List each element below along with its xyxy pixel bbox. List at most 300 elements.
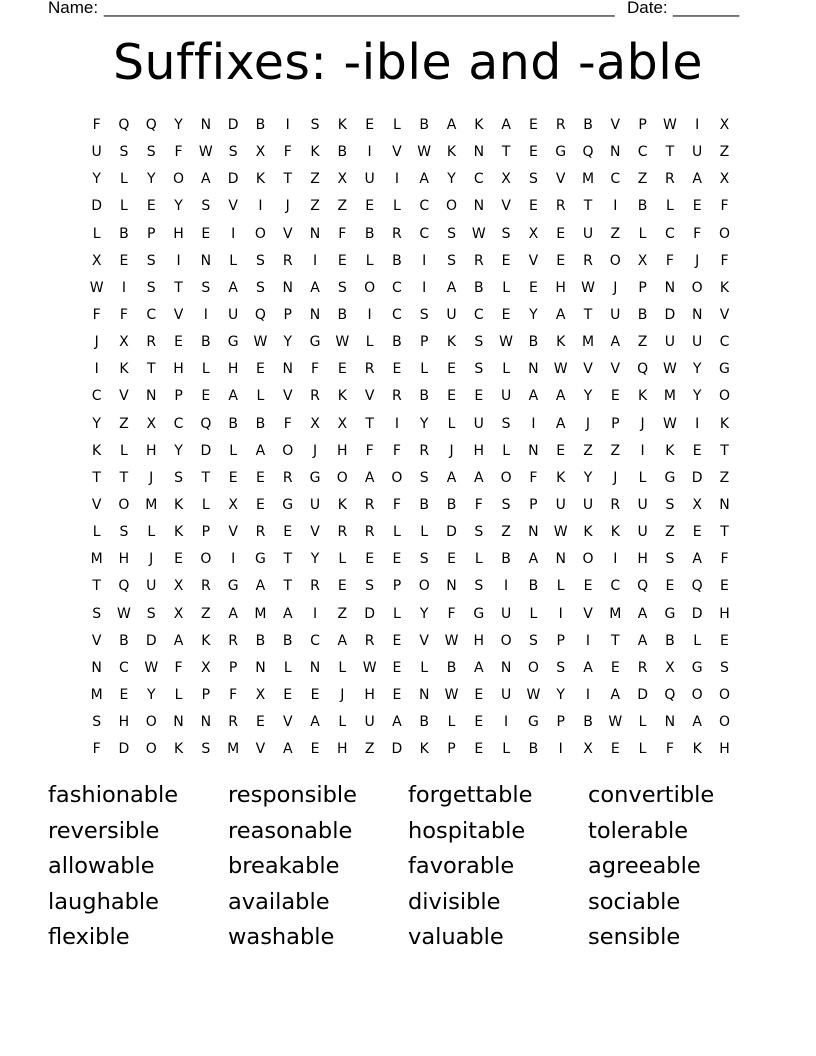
grid-letter[interactable]: T [146,361,156,378]
grid-letter[interactable]: E [337,252,347,269]
grid-letter[interactable]: A [555,388,566,405]
grid-letter[interactable]: S [146,252,156,269]
grid-letter[interactable]: C [664,225,675,242]
grid-letter[interactable]: T [201,469,211,486]
grid-letter[interactable]: F [229,686,238,703]
grid-letter[interactable]: O [364,279,376,296]
grid-letter[interactable]: L [502,741,510,758]
grid-letter[interactable]: E [201,388,211,405]
grid-letter[interactable]: I [613,551,618,568]
grid-letter[interactable]: H [173,361,184,378]
grid-letter[interactable]: H [364,686,375,703]
grid-letter[interactable]: I [504,714,509,731]
grid-letter[interactable]: L [229,442,238,459]
grid-letter[interactable]: L [502,279,510,296]
grid-letter[interactable]: I [640,442,645,459]
grid-letter[interactable]: B [528,578,539,595]
grid-letter[interactable]: I [312,252,318,269]
grid-letter[interactable]: A [282,605,293,622]
grid-letter[interactable]: D [691,469,703,486]
grid-letter[interactable]: K [665,442,675,459]
grid-letter[interactable]: B [501,551,511,568]
grid-letter[interactable]: U [364,171,375,188]
grid-letter[interactable]: M [90,551,103,568]
grid-letter[interactable]: B [392,334,402,351]
grid-letter[interactable]: D [691,605,703,622]
grid-letter[interactable]: L [638,714,647,731]
grid-letter[interactable]: C [473,306,484,323]
grid-letter[interactable]: V [419,632,429,649]
grid-letter[interactable]: Q [637,578,649,595]
grid-letter[interactable]: O [145,741,157,758]
grid-letter[interactable]: P [283,306,292,323]
grid-letter[interactable]: L [638,469,647,486]
grid-letter[interactable]: K [419,741,429,758]
grid-letter[interactable]: O [718,388,730,405]
grid-letter[interactable]: B [337,144,348,161]
grid-letter[interactable]: V [173,306,184,323]
grid-letter[interactable]: U [664,334,675,351]
grid-letter[interactable]: T [583,198,593,215]
grid-letter[interactable]: S [419,551,429,568]
grid-letter[interactable]: C [719,334,730,351]
grid-letter[interactable]: E [556,225,566,242]
grid-letter[interactable]: W [444,686,459,703]
grid-letter[interactable]: F [447,605,456,622]
grid-letter[interactable]: M [227,741,240,758]
grid-letter[interactable]: N [91,659,102,676]
grid-letter[interactable]: L [638,741,647,758]
grid-letter[interactable]: B [637,306,648,323]
grid-letter[interactable]: Z [337,198,348,215]
grid-letter[interactable]: Z [610,442,621,459]
grid-letter[interactable]: K [337,117,347,133]
grid-letter[interactable]: E [692,442,702,459]
grid-letter[interactable]: Z [337,605,348,622]
grid-letter[interactable]: B [419,714,430,731]
grid-letter[interactable]: N [528,361,539,378]
grid-letter[interactable]: I [258,198,263,215]
grid-letter[interactable]: C [392,306,402,323]
grid-letter[interactable]: F [92,741,101,758]
grid-letter[interactable]: J [94,334,99,351]
grid-letter[interactable]: N [200,117,212,133]
grid-letter[interactable]: O [118,496,130,513]
grid-letter[interactable]: K [719,279,730,296]
grid-letter[interactable]: S [474,524,484,541]
grid-letter[interactable]: I [504,578,509,595]
grid-letter[interactable]: Y [92,415,101,432]
grid-letter[interactable]: I [613,198,618,215]
grid-letter[interactable]: V [255,741,266,758]
grid-letter[interactable]: W [608,714,623,731]
grid-letter[interactable]: S [228,144,238,161]
grid-letter[interactable]: V [228,198,238,215]
grid-letter[interactable]: J [613,469,618,486]
grid-letter[interactable]: S [474,361,484,378]
grid-letter[interactable]: L [147,524,156,541]
grid-letter[interactable]: I [585,632,591,649]
grid-letter[interactable]: N [418,686,430,703]
grid-letter[interactable]: Q [200,415,212,432]
grid-letter[interactable]: E [365,198,375,215]
grid-letter[interactable]: F [119,306,128,323]
grid-letter[interactable]: W [144,659,159,676]
grid-letter[interactable]: A [528,551,539,568]
grid-letter[interactable]: V [610,117,621,133]
grid-letter[interactable]: P [228,659,238,676]
grid-letter[interactable]: S [501,225,511,242]
grid-letter[interactable]: L [201,496,210,513]
grid-letter[interactable]: V [610,361,621,378]
grid-letter[interactable]: V [719,306,730,323]
grid-letter[interactable]: B [201,334,211,351]
grid-letter[interactable]: M [254,605,267,622]
grid-letter[interactable]: L [229,252,238,269]
grid-letter[interactable]: T [283,171,292,188]
grid-letter[interactable]: X [255,144,266,161]
grid-letter[interactable]: S [556,659,566,676]
grid-letter[interactable]: D [227,117,239,133]
grid-letter[interactable]: X [719,171,730,188]
grid-letter[interactable]: S [201,279,211,296]
grid-letter[interactable]: H [473,632,485,649]
grid-letter[interactable]: M [609,605,622,622]
grid-letter[interactable]: G [555,144,567,161]
grid-letter[interactable]: E [474,714,484,731]
grid-letter[interactable]: O [418,578,430,595]
grid-letter[interactable]: B [255,415,266,432]
name-field-line[interactable]: ______________________________________________________ [104,0,615,17]
grid-letter[interactable]: B [419,117,430,133]
grid-letter[interactable]: A [282,741,293,758]
grid-letter[interactable]: K [474,117,484,133]
grid-letter[interactable]: O [500,469,512,486]
grid-letter[interactable]: S [119,144,129,161]
grid-letter[interactable]: S [201,741,211,758]
grid-letter[interactable]: N [146,388,157,405]
grid-letter[interactable]: H [118,551,130,568]
grid-letter[interactable]: L [92,524,101,541]
grid-letter[interactable]: N [255,659,266,676]
grid-letter[interactable]: P [611,415,620,432]
grid-letter[interactable]: X [337,415,348,432]
grid-letter[interactable]: L [502,442,510,459]
grid-letter[interactable]: Y [556,686,565,703]
grid-letter[interactable]: S [365,578,375,595]
grid-letter[interactable]: K [637,388,648,405]
grid-letter[interactable]: B [528,334,539,351]
grid-letter[interactable]: B [228,415,238,432]
grid-letter[interactable]: K [446,144,457,161]
grid-letter[interactable]: L [283,659,292,676]
grid-letter[interactable]: A [364,469,375,486]
grid-letter[interactable]: Q [118,117,130,133]
grid-letter[interactable]: E [556,252,566,269]
grid-letter[interactable]: C [637,144,648,161]
grid-letter[interactable]: E [228,469,238,486]
grid-letter[interactable]: F [283,415,292,432]
grid-letter[interactable]: D [446,524,457,541]
grid-letter[interactable]: N [473,198,485,215]
grid-letter[interactable]: W [662,415,677,432]
grid-letter[interactable]: N [664,279,676,296]
grid-letter[interactable]: Q [254,306,266,323]
grid-letter[interactable]: Y [174,198,183,215]
grid-letter[interactable]: M [581,171,595,188]
grid-letter[interactable]: H [555,279,566,296]
grid-letter[interactable]: E [365,551,375,568]
grid-letter[interactable]: R [555,117,566,133]
grid-letter[interactable]: E [474,741,484,758]
grid-letter[interactable]: R [637,659,648,676]
grid-letter[interactable]: D [145,632,157,649]
grid-letter[interactable]: F [693,225,702,242]
grid-letter[interactable]: A [610,686,621,703]
grid-letter[interactable]: L [393,198,401,215]
grid-letter[interactable]: J [449,442,454,459]
grid-letter[interactable]: F [720,551,729,568]
grid-letter[interactable]: U [692,144,703,161]
grid-letter[interactable]: N [528,442,539,459]
grid-letter[interactable]: X [310,415,320,432]
grid-letter[interactable]: A [310,279,320,296]
grid-letter[interactable]: Y [419,605,429,622]
grid-letter[interactable]: F [338,225,347,242]
grid-letter[interactable]: Y [447,171,456,188]
grid-letter[interactable]: E [583,578,593,595]
grid-letter[interactable]: Y [419,415,429,432]
grid-letter[interactable]: A [610,334,621,351]
grid-letter[interactable]: R [255,524,266,541]
grid-letter[interactable]: A [201,171,211,188]
grid-letter[interactable]: E [174,334,183,351]
grid-letter[interactable]: S [501,496,511,513]
grid-letter[interactable]: K [92,442,102,459]
grid-letter[interactable]: Z [583,442,593,459]
grid-letter[interactable]: G [473,605,485,622]
grid-letter[interactable]: R [282,252,293,269]
grid-letter[interactable]: N [282,361,293,378]
grid-letter[interactable]: S [665,496,675,513]
grid-letter[interactable]: T [665,144,675,161]
grid-letter[interactable]: A [692,171,702,188]
grid-letter[interactable]: L [256,388,265,405]
grid-letter[interactable]: W [335,334,350,351]
grid-letter[interactable]: I [94,361,99,378]
grid-letter[interactable]: A [255,442,266,459]
grid-letter[interactable]: E [365,117,375,133]
grid-letter[interactable]: Z [610,225,621,242]
grid-letter[interactable]: C [119,659,129,676]
grid-letter[interactable]: S [146,144,156,161]
grid-letter[interactable]: E [720,578,729,595]
grid-letter[interactable]: L [638,225,647,242]
grid-letter[interactable]: I [231,225,236,242]
grid-letter[interactable]: L [420,361,429,378]
grid-letter[interactable]: E [392,361,402,378]
grid-letter[interactable]: Q [691,578,703,595]
grid-letter[interactable]: A [446,469,457,486]
grid-letter[interactable]: Q [118,578,130,595]
grid-letter[interactable]: X [719,117,730,133]
grid-letter[interactable]: W [553,361,568,378]
grid-letter[interactable]: J [640,415,645,432]
grid-letter[interactable]: N [691,306,703,323]
grid-letter[interactable]: R [282,469,293,486]
grid-letter[interactable]: C [419,198,430,215]
grid-letter[interactable]: P [529,496,538,513]
grid-letter[interactable]: E [665,578,675,595]
grid-letter[interactable]: V [228,524,238,541]
grid-letter[interactable]: O [173,171,185,188]
grid-letter[interactable]: L [365,252,374,269]
grid-letter[interactable]: W [362,659,377,676]
grid-letter[interactable]: A [474,469,484,486]
grid-letter[interactable]: P [447,741,456,758]
grid-letter[interactable]: Q [145,117,157,133]
grid-letter[interactable]: R [610,496,621,513]
grid-letter[interactable]: F [92,306,101,323]
grid-letter[interactable]: L [420,659,429,676]
grid-letter[interactable]: O [582,551,594,568]
grid-letter[interactable]: F [529,469,538,486]
grid-letter[interactable]: U [91,144,102,161]
grid-letter[interactable]: C [91,388,102,405]
grid-letter[interactable]: P [556,714,565,731]
grid-letter[interactable]: P [419,334,429,351]
grid-letter[interactable]: E [256,361,265,378]
grid-letter[interactable]: L [447,714,456,731]
grid-letter[interactable]: A [446,117,457,133]
grid-letter[interactable]: J [285,198,290,215]
grid-letter[interactable]: B [337,306,348,323]
grid-letter[interactable]: V [364,388,375,405]
grid-letter[interactable]: N [309,306,321,323]
grid-letter[interactable]: O [445,198,458,215]
grid-letter[interactable]: P [174,388,183,405]
grid-letter[interactable]: A [474,659,484,676]
grid-letter[interactable]: T [119,469,129,486]
grid-letter[interactable]: V [392,144,402,161]
grid-letter[interactable]: Z [637,171,648,188]
grid-letter[interactable]: E [119,252,129,269]
grid-letter[interactable]: R [228,714,238,731]
grid-letter[interactable]: T [174,279,183,296]
grid-letter[interactable]: V [282,225,293,242]
grid-letter[interactable]: L [665,198,674,215]
grid-letter[interactable]: E [528,144,538,161]
grid-letter[interactable]: K [337,388,347,405]
grid-letter[interactable]: M [663,388,676,405]
grid-letter[interactable]: B [446,496,457,513]
grid-letter[interactable]: E [201,225,211,242]
grid-letter[interactable]: G [227,578,239,595]
grid-letter[interactable]: T [720,524,729,541]
grid-letter[interactable]: U [637,496,648,513]
grid-letter[interactable]: E [310,741,320,758]
grid-letter[interactable]: B [419,496,430,513]
grid-letter[interactable]: G [691,659,703,676]
grid-letter[interactable]: N [473,144,485,161]
grid-letter[interactable]: K [446,334,457,351]
grid-letter[interactable]: O [282,442,294,459]
grid-letter[interactable]: K [556,334,566,351]
grid-letter[interactable]: C [310,632,320,649]
grid-letter[interactable]: U [582,225,594,242]
grid-letter[interactable]: K [119,361,129,378]
grid-letter[interactable]: Q [664,686,676,703]
grid-letter[interactable]: K [692,741,702,758]
grid-letter[interactable]: X [173,605,184,622]
grid-letter[interactable]: L [174,686,183,703]
grid-letter[interactable]: R [392,388,402,405]
grid-letter[interactable]: U [500,388,512,405]
grid-letter[interactable]: L [120,171,128,188]
grid-letter[interactable]: S [419,306,429,323]
grid-letter[interactable]: S [474,334,484,351]
grid-letter[interactable]: H [337,442,348,459]
grid-letter[interactable]: S [310,117,320,133]
grid-letter[interactable]: X [501,171,511,188]
grid-letter[interactable]: W [198,144,213,161]
grid-letter[interactable]: H [173,225,184,242]
grid-letter[interactable]: O [336,469,348,486]
grid-letter[interactable]: B [364,225,375,242]
grid-letter[interactable]: Z [310,171,320,188]
grid-letter[interactable]: D [637,686,648,703]
grid-letter[interactable]: T [283,578,292,595]
grid-letter[interactable]: I [531,415,536,432]
grid-letter[interactable]: R [310,578,320,595]
grid-letter[interactable]: B [392,252,402,269]
grid-letter[interactable]: Z [719,469,730,486]
grid-letter[interactable]: U [555,496,566,513]
grid-letter[interactable]: I [367,306,372,323]
grid-letter[interactable]: A [637,632,648,649]
grid-letter[interactable]: G [227,334,239,351]
grid-letter[interactable]: J [340,686,345,703]
grid-letter[interactable]: L [447,415,456,432]
grid-letter[interactable]: E [256,496,265,513]
grid-letter[interactable]: K [173,496,184,513]
grid-letter[interactable]: E [174,551,183,568]
grid-letter[interactable]: A [228,605,238,622]
grid-letter[interactable]: O [718,714,730,731]
grid-letter[interactable]: A [228,388,238,405]
grid-letter[interactable]: W [662,361,677,378]
grid-letter[interactable]: L [502,361,510,378]
grid-letter[interactable]: G [309,469,321,486]
grid-letter[interactable]: H [118,714,130,731]
grid-letter[interactable]: L [556,578,565,595]
grid-letter[interactable]: E [692,198,702,215]
grid-letter[interactable]: Q [582,144,594,161]
grid-letter[interactable]: W [662,117,677,133]
grid-letter[interactable]: Y [146,686,156,703]
grid-letter[interactable]: S [119,524,129,541]
grid-letter[interactable]: R [337,524,348,541]
grid-letter[interactable]: D [364,605,375,622]
grid-letter[interactable]: B [119,632,129,649]
grid-letter[interactable]: X [173,578,184,595]
grid-letter[interactable]: S [92,714,102,731]
grid-letter[interactable]: E [610,388,620,405]
grid-letter[interactable]: V [91,632,102,649]
grid-letter[interactable]: F [720,198,729,215]
grid-letter[interactable]: L [120,198,128,215]
grid-letter[interactable]: X [665,659,675,676]
